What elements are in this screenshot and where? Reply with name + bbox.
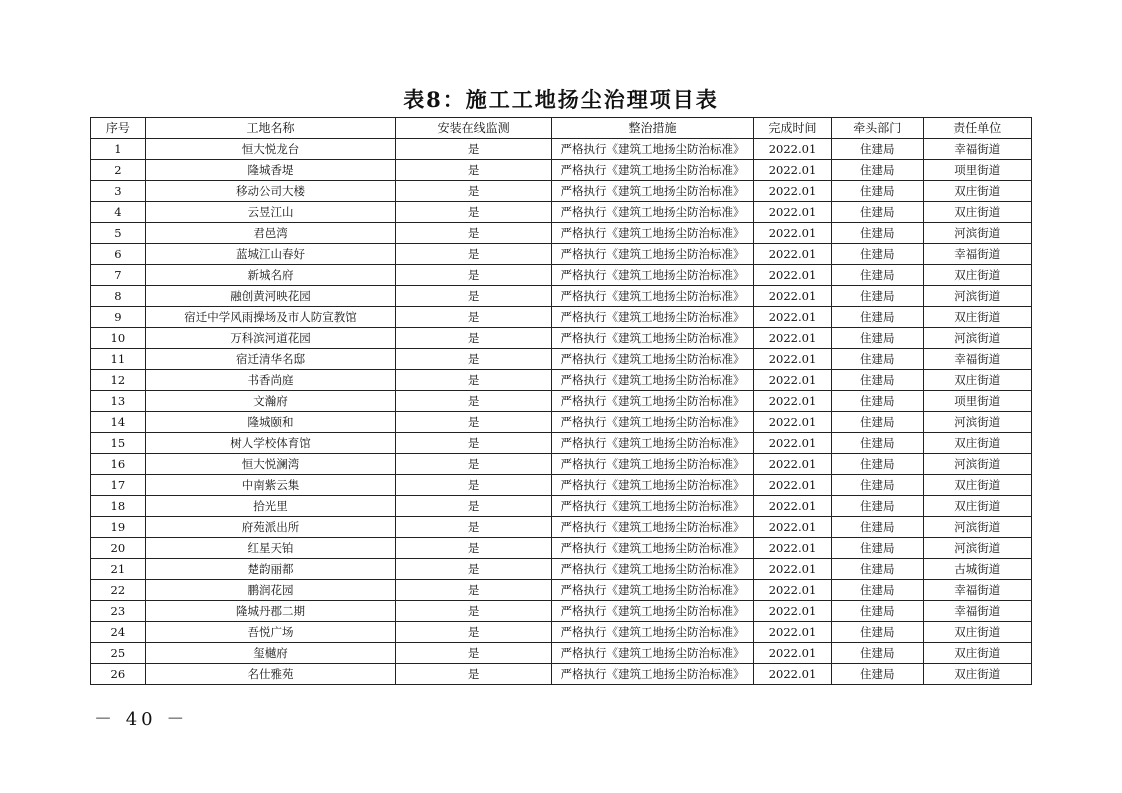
table-row — [91, 517, 1032, 538]
cell-index: 14 — [91, 412, 146, 433]
table-row — [91, 622, 1032, 643]
cell-responsible-unit: 河滨街道 — [923, 538, 1031, 559]
cell-index: 6 — [91, 244, 146, 265]
cell-online-monitoring: 是 — [396, 559, 552, 580]
cell-lead-department: 住建局 — [831, 559, 923, 580]
cell-measures: 严格执行《建筑工地扬尘防治标准》 — [551, 139, 753, 160]
cell-site-name: 府苑派出所 — [145, 517, 396, 538]
cell-measures: 严格执行《建筑工地扬尘防治标准》 — [551, 181, 753, 202]
cell-measures: 严格执行《建筑工地扬尘防治标准》 — [551, 160, 753, 181]
cell-lead-department: 住建局 — [831, 664, 923, 685]
cell-lead-department: 住建局 — [831, 601, 923, 622]
cell-online-monitoring: 是 — [396, 391, 552, 412]
cell-responsible-unit: 幸福街道 — [923, 601, 1031, 622]
cell-online-monitoring: 是 — [396, 538, 552, 559]
cell-responsible-unit: 河滨街道 — [923, 412, 1031, 433]
cell-online-monitoring: 是 — [396, 412, 552, 433]
cell-index: 9 — [91, 307, 146, 328]
cell-completion-time: 2022.01 — [754, 496, 832, 517]
cell-lead-department: 住建局 — [831, 223, 923, 244]
cell-completion-time: 2022.01 — [754, 244, 832, 265]
table-row — [91, 433, 1032, 454]
cell-lead-department: 住建局 — [831, 475, 923, 496]
table-row — [91, 601, 1032, 622]
table-row — [91, 538, 1032, 559]
table-row — [91, 391, 1032, 412]
cell-index: 22 — [91, 580, 146, 601]
cell-site-name: 恒大悦龙台 — [145, 139, 396, 160]
cell-completion-time: 2022.01 — [754, 349, 832, 370]
table-row — [91, 202, 1032, 223]
cell-online-monitoring: 是 — [396, 328, 552, 349]
cell-lead-department: 住建局 — [831, 412, 923, 433]
cell-site-name: 玺樾府 — [145, 643, 396, 664]
cell-responsible-unit: 河滨街道 — [923, 328, 1031, 349]
cell-measures: 严格执行《建筑工地扬尘防治标准》 — [551, 391, 753, 412]
table-row — [91, 664, 1032, 685]
cell-completion-time: 2022.01 — [754, 202, 832, 223]
table-row — [91, 139, 1032, 160]
cell-completion-time: 2022.01 — [754, 370, 832, 391]
table-row — [91, 475, 1032, 496]
cell-index: 21 — [91, 559, 146, 580]
cell-completion-time: 2022.01 — [754, 223, 832, 244]
cell-measures: 严格执行《建筑工地扬尘防治标准》 — [551, 517, 753, 538]
cell-index: 12 — [91, 370, 146, 391]
cell-lead-department: 住建局 — [831, 160, 923, 181]
cell-online-monitoring: 是 — [396, 223, 552, 244]
cell-index: 26 — [91, 664, 146, 685]
cell-measures: 严格执行《建筑工地扬尘防治标准》 — [551, 412, 753, 433]
cell-index: 10 — [91, 328, 146, 349]
cell-lead-department: 住建局 — [831, 391, 923, 412]
cell-measures: 严格执行《建筑工地扬尘防治标准》 — [551, 328, 753, 349]
cell-index: 24 — [91, 622, 146, 643]
cell-responsible-unit: 项里街道 — [923, 160, 1031, 181]
cell-measures: 严格执行《建筑工地扬尘防治标准》 — [551, 538, 753, 559]
table-row — [91, 496, 1032, 517]
cell-measures: 严格执行《建筑工地扬尘防治标准》 — [551, 622, 753, 643]
cell-measures: 严格执行《建筑工地扬尘防治标准》 — [551, 433, 753, 454]
table-row — [91, 244, 1032, 265]
cell-responsible-unit: 幸福街道 — [923, 244, 1031, 265]
cell-completion-time: 2022.01 — [754, 559, 832, 580]
cell-lead-department: 住建局 — [831, 244, 923, 265]
cell-completion-time: 2022.01 — [754, 307, 832, 328]
table-row — [91, 328, 1032, 349]
cell-completion-time: 2022.01 — [754, 622, 832, 643]
cell-completion-time: 2022.01 — [754, 433, 832, 454]
cell-online-monitoring: 是 — [396, 265, 552, 286]
cell-measures: 严格执行《建筑工地扬尘防治标准》 — [551, 601, 753, 622]
cell-online-monitoring: 是 — [396, 517, 552, 538]
cell-lead-department: 住建局 — [831, 622, 923, 643]
cell-lead-department: 住建局 — [831, 328, 923, 349]
cell-lead-department: 住建局 — [831, 538, 923, 559]
cell-site-name: 宿迁中学风雨操场及市人防宣教馆 — [145, 307, 396, 328]
cell-lead-department: 住建局 — [831, 643, 923, 664]
cell-responsible-unit: 双庄街道 — [923, 643, 1031, 664]
cell-measures: 严格执行《建筑工地扬尘防治标准》 — [551, 580, 753, 601]
cell-completion-time: 2022.01 — [754, 139, 832, 160]
table-body — [91, 139, 1032, 685]
cell-lead-department: 住建局 — [831, 454, 923, 475]
cell-online-monitoring: 是 — [396, 181, 552, 202]
cell-online-monitoring: 是 — [396, 160, 552, 181]
cell-responsible-unit: 河滨街道 — [923, 517, 1031, 538]
cell-online-monitoring: 是 — [396, 433, 552, 454]
cell-index: 5 — [91, 223, 146, 244]
table-row — [91, 643, 1032, 664]
cell-measures: 严格执行《建筑工地扬尘防治标准》 — [551, 307, 753, 328]
cell-site-name: 新城名府 — [145, 265, 396, 286]
cell-completion-time: 2022.01 — [754, 601, 832, 622]
cell-responsible-unit: 双庄街道 — [923, 307, 1031, 328]
cell-measures: 严格执行《建筑工地扬尘防治标准》 — [551, 454, 753, 475]
cell-online-monitoring: 是 — [396, 139, 552, 160]
table-row — [91, 580, 1032, 601]
cell-completion-time: 2022.01 — [754, 454, 832, 475]
cell-responsible-unit: 幸福街道 — [923, 139, 1031, 160]
cell-measures: 严格执行《建筑工地扬尘防治标准》 — [551, 349, 753, 370]
column-header-lead-department: 牵头部门 — [831, 118, 923, 139]
cell-measures: 严格执行《建筑工地扬尘防治标准》 — [551, 265, 753, 286]
cell-site-name: 君邑湾 — [145, 223, 396, 244]
cell-index: 15 — [91, 433, 146, 454]
cell-measures: 严格执行《建筑工地扬尘防治标准》 — [551, 559, 753, 580]
cell-completion-time: 2022.01 — [754, 181, 832, 202]
table-row — [91, 349, 1032, 370]
cell-responsible-unit: 河滨街道 — [923, 286, 1031, 307]
cell-index: 20 — [91, 538, 146, 559]
cell-completion-time: 2022.01 — [754, 265, 832, 286]
cell-site-name: 楚韵丽都 — [145, 559, 396, 580]
cell-index: 11 — [91, 349, 146, 370]
cell-site-name: 云昱江山 — [145, 202, 396, 223]
column-header-completion-time: 完成时间 — [754, 118, 832, 139]
cell-responsible-unit: 双庄街道 — [923, 496, 1031, 517]
cell-site-name: 红星天铂 — [145, 538, 396, 559]
cell-index: 13 — [91, 391, 146, 412]
cell-site-name: 鹏润花园 — [145, 580, 396, 601]
cell-online-monitoring: 是 — [396, 580, 552, 601]
table-row — [91, 181, 1032, 202]
cell-completion-time: 2022.01 — [754, 517, 832, 538]
cell-responsible-unit: 项里街道 — [923, 391, 1031, 412]
table-row — [91, 307, 1032, 328]
cell-site-name: 书香尚庭 — [145, 370, 396, 391]
cell-online-monitoring: 是 — [396, 475, 552, 496]
cell-responsible-unit: 河滨街道 — [923, 454, 1031, 475]
cell-index: 1 — [91, 139, 146, 160]
table-row — [91, 286, 1032, 307]
cell-online-monitoring: 是 — [396, 643, 552, 664]
cell-responsible-unit: 双庄街道 — [923, 475, 1031, 496]
cell-lead-department: 住建局 — [831, 202, 923, 223]
cell-online-monitoring: 是 — [396, 601, 552, 622]
cell-online-monitoring: 是 — [396, 370, 552, 391]
cell-completion-time: 2022.01 — [754, 538, 832, 559]
cell-measures: 严格执行《建筑工地扬尘防治标准》 — [551, 475, 753, 496]
table-row — [91, 454, 1032, 475]
cell-index: 18 — [91, 496, 146, 517]
cell-index: 19 — [91, 517, 146, 538]
cell-online-monitoring: 是 — [396, 664, 552, 685]
cell-online-monitoring: 是 — [396, 286, 552, 307]
column-header-site-name: 工地名称 — [145, 118, 396, 139]
cell-responsible-unit: 古城街道 — [923, 559, 1031, 580]
cell-site-name: 融创黄河映花园 — [145, 286, 396, 307]
table-title: 表8：施工工地扬尘治理项目表 — [403, 87, 719, 112]
cell-measures: 严格执行《建筑工地扬尘防治标准》 — [551, 244, 753, 265]
table-row — [91, 223, 1032, 244]
column-header-responsible-unit: 责任单位 — [923, 118, 1031, 139]
cell-completion-time: 2022.01 — [754, 475, 832, 496]
project-table — [90, 117, 1032, 685]
cell-completion-time: 2022.01 — [754, 580, 832, 601]
cell-completion-time: 2022.01 — [754, 643, 832, 664]
cell-site-name: 蓝城江山春好 — [145, 244, 396, 265]
cell-lead-department: 住建局 — [831, 370, 923, 391]
cell-index: 25 — [91, 643, 146, 664]
cell-lead-department: 住建局 — [831, 286, 923, 307]
cell-measures: 严格执行《建筑工地扬尘防治标准》 — [551, 643, 753, 664]
cell-site-name: 吾悦广场 — [145, 622, 396, 643]
cell-measures: 严格执行《建筑工地扬尘防治标准》 — [551, 223, 753, 244]
cell-site-name: 名仕雅苑 — [145, 664, 396, 685]
cell-site-name: 恒大悦澜湾 — [145, 454, 396, 475]
cell-lead-department: 住建局 — [831, 433, 923, 454]
cell-completion-time: 2022.01 — [754, 286, 832, 307]
cell-measures: 严格执行《建筑工地扬尘防治标准》 — [551, 202, 753, 223]
cell-online-monitoring: 是 — [396, 202, 552, 223]
column-header-measures: 整治措施 — [551, 118, 753, 139]
cell-lead-department: 住建局 — [831, 580, 923, 601]
cell-lead-department: 住建局 — [831, 307, 923, 328]
cell-online-monitoring: 是 — [396, 622, 552, 643]
cell-completion-time: 2022.01 — [754, 391, 832, 412]
cell-lead-department: 住建局 — [831, 349, 923, 370]
cell-lead-department: 住建局 — [831, 139, 923, 160]
table-header — [91, 118, 1032, 139]
cell-lead-department: 住建局 — [831, 517, 923, 538]
cell-site-name: 宿迁清华名邸 — [145, 349, 396, 370]
cell-measures: 严格执行《建筑工地扬尘防治标准》 — [551, 496, 753, 517]
cell-measures: 严格执行《建筑工地扬尘防治标准》 — [551, 664, 753, 685]
cell-lead-department: 住建局 — [831, 181, 923, 202]
cell-responsible-unit: 双庄街道 — [923, 433, 1031, 454]
cell-online-monitoring: 是 — [396, 349, 552, 370]
cell-responsible-unit: 河滨街道 — [923, 223, 1031, 244]
cell-site-name: 隆城丹郡二期 — [145, 601, 396, 622]
cell-site-name: 万科滨河道花园 — [145, 328, 396, 349]
cell-site-name: 中南紫云集 — [145, 475, 396, 496]
cell-index: 7 — [91, 265, 146, 286]
cell-measures: 严格执行《建筑工地扬尘防治标准》 — [551, 286, 753, 307]
cell-index: 3 — [91, 181, 146, 202]
cell-completion-time: 2022.01 — [754, 664, 832, 685]
cell-index: 16 — [91, 454, 146, 475]
column-header-online-monitoring: 安装在线监测 — [396, 118, 552, 139]
cell-responsible-unit: 幸福街道 — [923, 349, 1031, 370]
cell-site-name: 文瀚府 — [145, 391, 396, 412]
cell-completion-time: 2022.01 — [754, 412, 832, 433]
cell-responsible-unit: 双庄街道 — [923, 265, 1031, 286]
cell-online-monitoring: 是 — [396, 244, 552, 265]
cell-site-name: 隆城颐和 — [145, 412, 396, 433]
cell-completion-time: 2022.01 — [754, 328, 832, 349]
cell-lead-department: 住建局 — [831, 496, 923, 517]
cell-site-name: 隆城香堤 — [145, 160, 396, 181]
cell-responsible-unit: 双庄街道 — [923, 664, 1031, 685]
cell-site-name: 拾光里 — [145, 496, 396, 517]
cell-site-name: 树人学校体育馆 — [145, 433, 396, 454]
cell-measures: 严格执行《建筑工地扬尘防治标准》 — [551, 370, 753, 391]
table-row — [91, 370, 1032, 391]
cell-completion-time: 2022.01 — [754, 160, 832, 181]
cell-responsible-unit: 双庄街道 — [923, 370, 1031, 391]
table-row — [91, 559, 1032, 580]
cell-index: 17 — [91, 475, 146, 496]
cell-online-monitoring: 是 — [396, 454, 552, 475]
page-number: － 40 － — [94, 709, 189, 730]
cell-online-monitoring: 是 — [396, 496, 552, 517]
column-header-index: 序号 — [91, 118, 146, 139]
cell-responsible-unit: 双庄街道 — [923, 622, 1031, 643]
cell-online-monitoring: 是 — [396, 307, 552, 328]
table-row — [91, 412, 1032, 433]
cell-index: 23 — [91, 601, 146, 622]
table-row — [91, 265, 1032, 286]
cell-responsible-unit: 幸福街道 — [923, 580, 1031, 601]
cell-lead-department: 住建局 — [831, 265, 923, 286]
table-row — [91, 160, 1032, 181]
cell-responsible-unit: 双庄街道 — [923, 202, 1031, 223]
cell-index: 2 — [91, 160, 146, 181]
cell-site-name: 移动公司大楼 — [145, 181, 396, 202]
header-row — [91, 118, 1032, 139]
cell-responsible-unit: 双庄街道 — [923, 181, 1031, 202]
cell-index: 8 — [91, 286, 146, 307]
cell-index: 4 — [91, 202, 146, 223]
